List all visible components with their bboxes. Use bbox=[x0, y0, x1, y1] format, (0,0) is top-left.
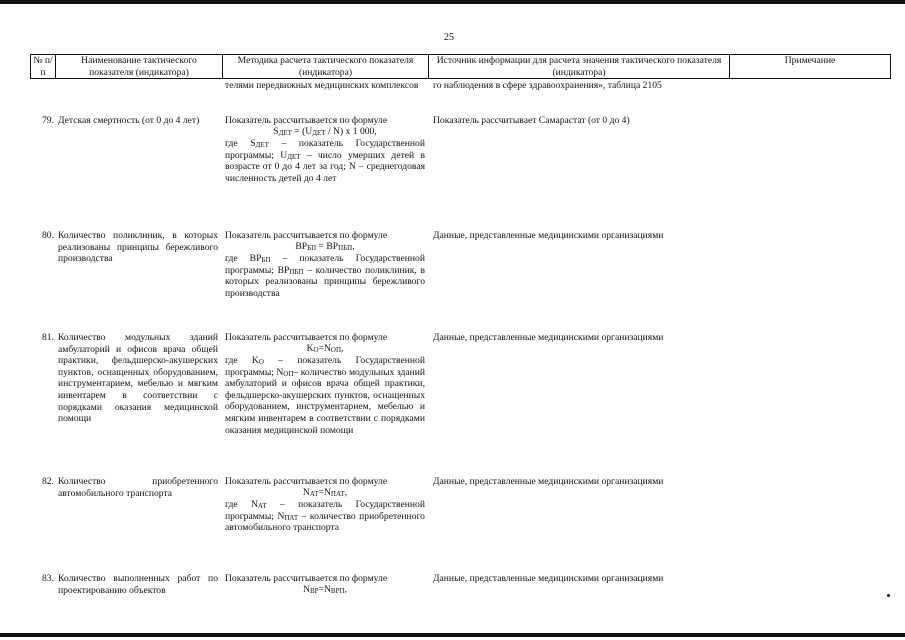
top-border bbox=[0, 0, 905, 4]
row-method-intro: Показатель рассчитывается по формуле bbox=[225, 230, 388, 241]
continuation-source: го наблюдения в сфере здравоохранения», таблица 2105 bbox=[433, 80, 662, 91]
row-number: 80. bbox=[42, 230, 54, 241]
col-divider-1 bbox=[55, 54, 56, 79]
header-note: Примечание bbox=[784, 55, 836, 66]
row-method-description: где $K_О$ – показатель Государственной программы; $N_{ОП}-$ количество модульных зданий амбулаторий и офисов врача общей практики, фельдшерско-акушерских пунктов, оснащенных оборудованием, инструментарием, мебелью и мягким инвентарем в соответствии с порядками оказания медицинской помощи bbox=[225, 355, 425, 436]
row-source: Показатель рассчитывает Самарастат (от 0 до 4) bbox=[433, 115, 630, 126]
header-indicator-name: Наименование тактического показателя (индикатора) bbox=[81, 55, 197, 78]
row-source: Данные, представленные медицинскими организациями bbox=[433, 230, 664, 241]
row-indicator-name: Детская смертность (от 0 до 4 лет) bbox=[58, 115, 200, 126]
row-number: 83. bbox=[42, 573, 54, 584]
row-number: 79. bbox=[42, 115, 54, 126]
row-formula: $N_{АТ}=N_{ПАТ}$, bbox=[302, 487, 348, 498]
row-method-description: где $S_{ДЕТ}$ – показатель Государственной программы; $U_{ДЕТ}$ – число умерших детей в возрасте от 0 до 4 лет за год; N – среднегодовая численность детей до 4 лет bbox=[225, 138, 425, 184]
row-number: 82. bbox=[42, 476, 54, 487]
scan-speck bbox=[887, 594, 890, 597]
col-divider-4 bbox=[729, 54, 730, 79]
row-formula: $K_О=N_{ОП}$, bbox=[306, 343, 344, 354]
col-divider-3 bbox=[428, 54, 429, 79]
row-method-intro: Показатель рассчитывается по формуле bbox=[225, 115, 388, 126]
table-right-border bbox=[890, 54, 891, 79]
row-method-intro: Показатель рассчитывается по формуле bbox=[225, 476, 388, 487]
page-number: 25 bbox=[444, 32, 454, 43]
row-formula: $N_{ВР}=N_{ВРП}$, bbox=[303, 584, 347, 595]
row-formula: $BP_{БП} = BP_{ПБП}$, bbox=[295, 241, 355, 252]
header-number: № п/п bbox=[33, 55, 53, 78]
row-indicator-name: Количество поликлиник, в которых реализованы принципы бережливого производства bbox=[58, 230, 218, 265]
row-method-intro: Показатель рассчитывается по формуле bbox=[225, 332, 388, 343]
row-method-description: где $BP_{БП}$ – показатель Государственной программы; $BP_{ПБП}$ – количество поликлиник, в которых реализованы принципы бережливого производства bbox=[225, 253, 426, 299]
row-method-intro: Показатель рассчитывается по формуле bbox=[225, 573, 388, 584]
col-divider-2 bbox=[222, 54, 223, 79]
continuation-method: телями передвижных медицинских комплексов bbox=[225, 80, 419, 91]
row-method-description: где $N_{АТ}$ – показатель Государственной программы; $N_{ПАТ}$ – количество приобретенного автомобильного транспорта bbox=[225, 499, 425, 534]
bottom-border bbox=[0, 633, 905, 637]
row-formula: $S_{ДЕТ} = (U_{ДЕТ} / N)$ х 1 000, bbox=[273, 126, 377, 137]
row-source: Данные, представленные медицинскими организациями bbox=[433, 332, 664, 343]
row-source: Данные, представленные медицинскими организациями bbox=[433, 476, 664, 487]
row-number: 81. bbox=[42, 332, 54, 343]
row-indicator-name: Количество модульных зданий амбулаторий и офисов врача общей практики, фельдшерско-акушерских пунктов, оснащенных оборудованием, инструментарием, мебелью и мягким инвентарем в соответствии с порядками оказания медицинской помощи bbox=[58, 332, 218, 425]
header-method: Методика расчета тактического показателя (индикатора) bbox=[237, 55, 414, 78]
row-source: Данные, представленные медицинскими организациями bbox=[433, 573, 664, 584]
row-indicator-name: Количество приобретенного автомобильного транспорта bbox=[58, 476, 218, 499]
row-indicator-name: Количество выполненных работ по проектированию объектов bbox=[58, 573, 218, 596]
header-source: Источник информации для расчета значения тактического показателя (индикатора) bbox=[436, 55, 722, 78]
